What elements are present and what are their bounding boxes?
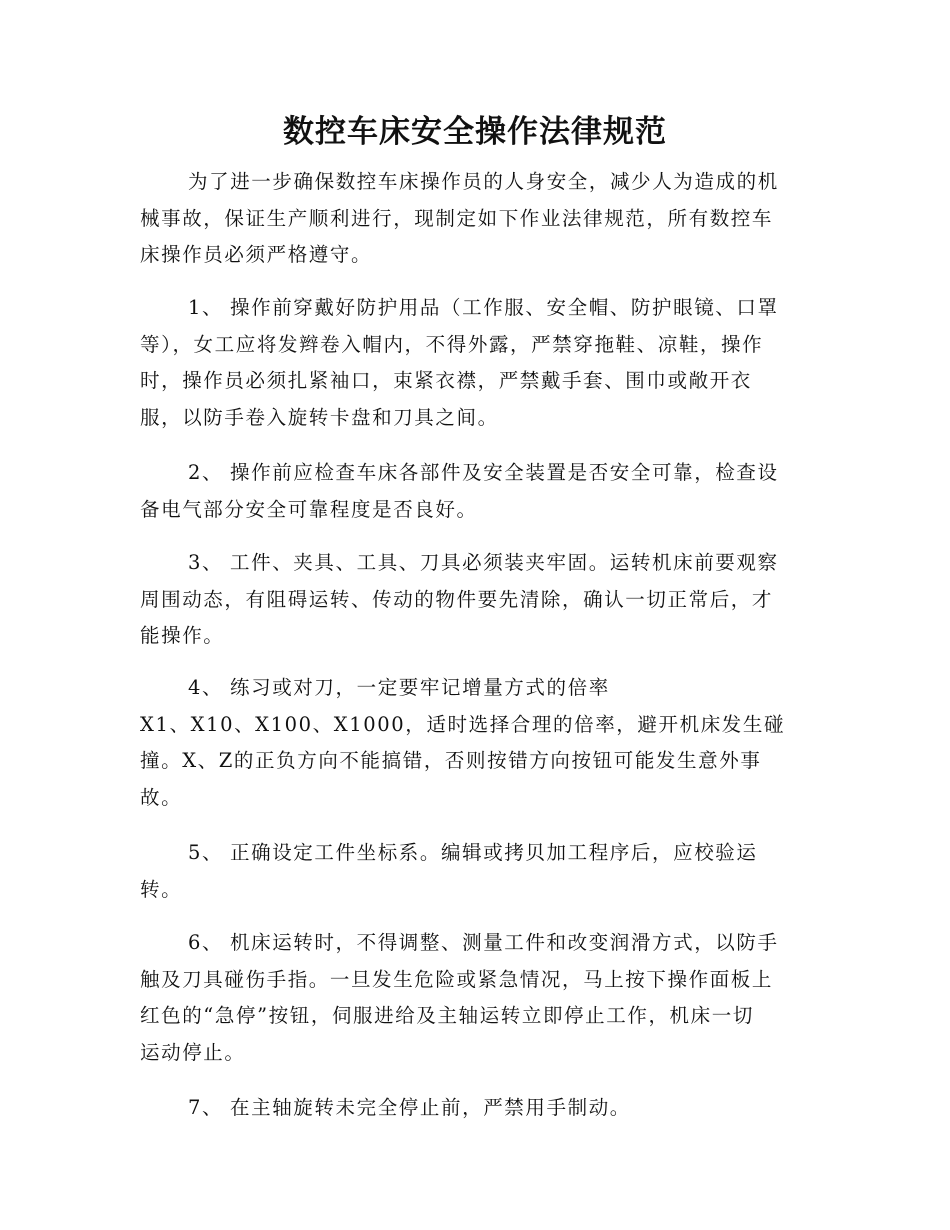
rule-item-2 <box>140 455 800 528</box>
rule-item-7 <box>140 1090 800 1127</box>
rule-first-line <box>140 545 800 582</box>
intro-paragraph <box>140 164 800 274</box>
rule-line: 红色的“急停”按钮，伺服进给及主轴运转立即停止工作，机床一切 <box>140 1004 754 1027</box>
rule-text: 在主轴旋转未完全停止前，严禁用手制动。 <box>230 1096 631 1119</box>
intro-line: 为了进一步确保数控车床操作员的人身安全，减少人为造成的机 <box>188 170 779 193</box>
rule-number: 2、 <box>188 461 224 484</box>
rule-line: 运动停止。 <box>140 1040 246 1064</box>
rule-number: 4、 <box>188 676 224 699</box>
rule-text: 操作前穿戴好防护用品（工作服、安全帽、防护眼镜、口罩 <box>230 296 779 319</box>
rule-line: 时，操作员必须扎紧袖口，束紧衣襟，严禁戴手套、围巾或敞开衣 <box>140 369 752 392</box>
rule-line: 服，以防手卷入旋转卡盘和刀具之间。 <box>140 405 499 429</box>
rule-number: 3、 <box>188 551 224 574</box>
intro-line: 械事故，保证生产顺利进行，现制定如下作业法律规范，所有数控车 <box>140 206 774 230</box>
rule-text: 练习或对刀，一定要牢记增量方式的倍率 <box>230 676 610 699</box>
rule-line: 能操作。 <box>140 624 225 647</box>
rule-number: 7、 <box>188 1096 224 1119</box>
document-title: 数控车床安全操作法律规范 <box>283 114 667 150</box>
rule-first-line <box>140 290 800 327</box>
rule-text: 操作前应检查车床各部件及安全装置是否安全可靠，检查设 <box>230 461 779 484</box>
intro-line: 床操作员必须严格遵守。 <box>140 243 373 266</box>
rule-text: 正确设定工件坐标系。编辑或拷贝加工程序后，应校验运 <box>230 841 758 864</box>
rule-line: 等），女工应将发辫卷入帽内，不得外露，严禁穿拖鞋、凉鞋，操作 <box>140 332 764 356</box>
rule-line: 故。 <box>140 785 183 809</box>
rule-number: 1、 <box>188 296 224 319</box>
rule-line: X1、X10、X100、X1000，适时选择合理的倍率，避开机床发生碰 <box>140 712 786 736</box>
rule-first-line <box>140 670 800 707</box>
rule-line: 撞。X、Z的正负方向不能搞错，否则按错方向按钮可能发生意外事 <box>140 749 762 772</box>
rule-item-4 <box>140 670 800 816</box>
rule-text: 工件、夹具、工具、刀具必须装夹牢固。运转机床前要观察 <box>230 551 779 574</box>
rule-item-1 <box>140 290 800 436</box>
rule-line: 转。 <box>140 877 183 901</box>
rule-item-6 <box>140 925 800 1071</box>
rule-first-line <box>140 925 800 962</box>
rule-first-line <box>140 1090 800 1127</box>
rule-first-line <box>140 835 800 872</box>
rule-number: 6、 <box>188 931 224 954</box>
rule-first-line <box>140 455 800 492</box>
rule-item-3 <box>140 545 800 655</box>
rule-number: 5、 <box>188 841 224 864</box>
rule-item-5 <box>140 835 800 908</box>
rule-text: 机床运转时，不得调整、测量工件和改变润滑方式，以防手 <box>230 931 779 954</box>
rule-line: 备电气部分安全可靠程度是否良好。 <box>140 497 478 521</box>
rule-line: 周围动态，有阻碍运转、传动的物件要先清除，确认一切正常后，才 <box>140 587 774 611</box>
rule-line: 触及刀具碰伤手指。一旦发生危险或紧急情况，马上按下操作面板上 <box>140 967 774 991</box>
